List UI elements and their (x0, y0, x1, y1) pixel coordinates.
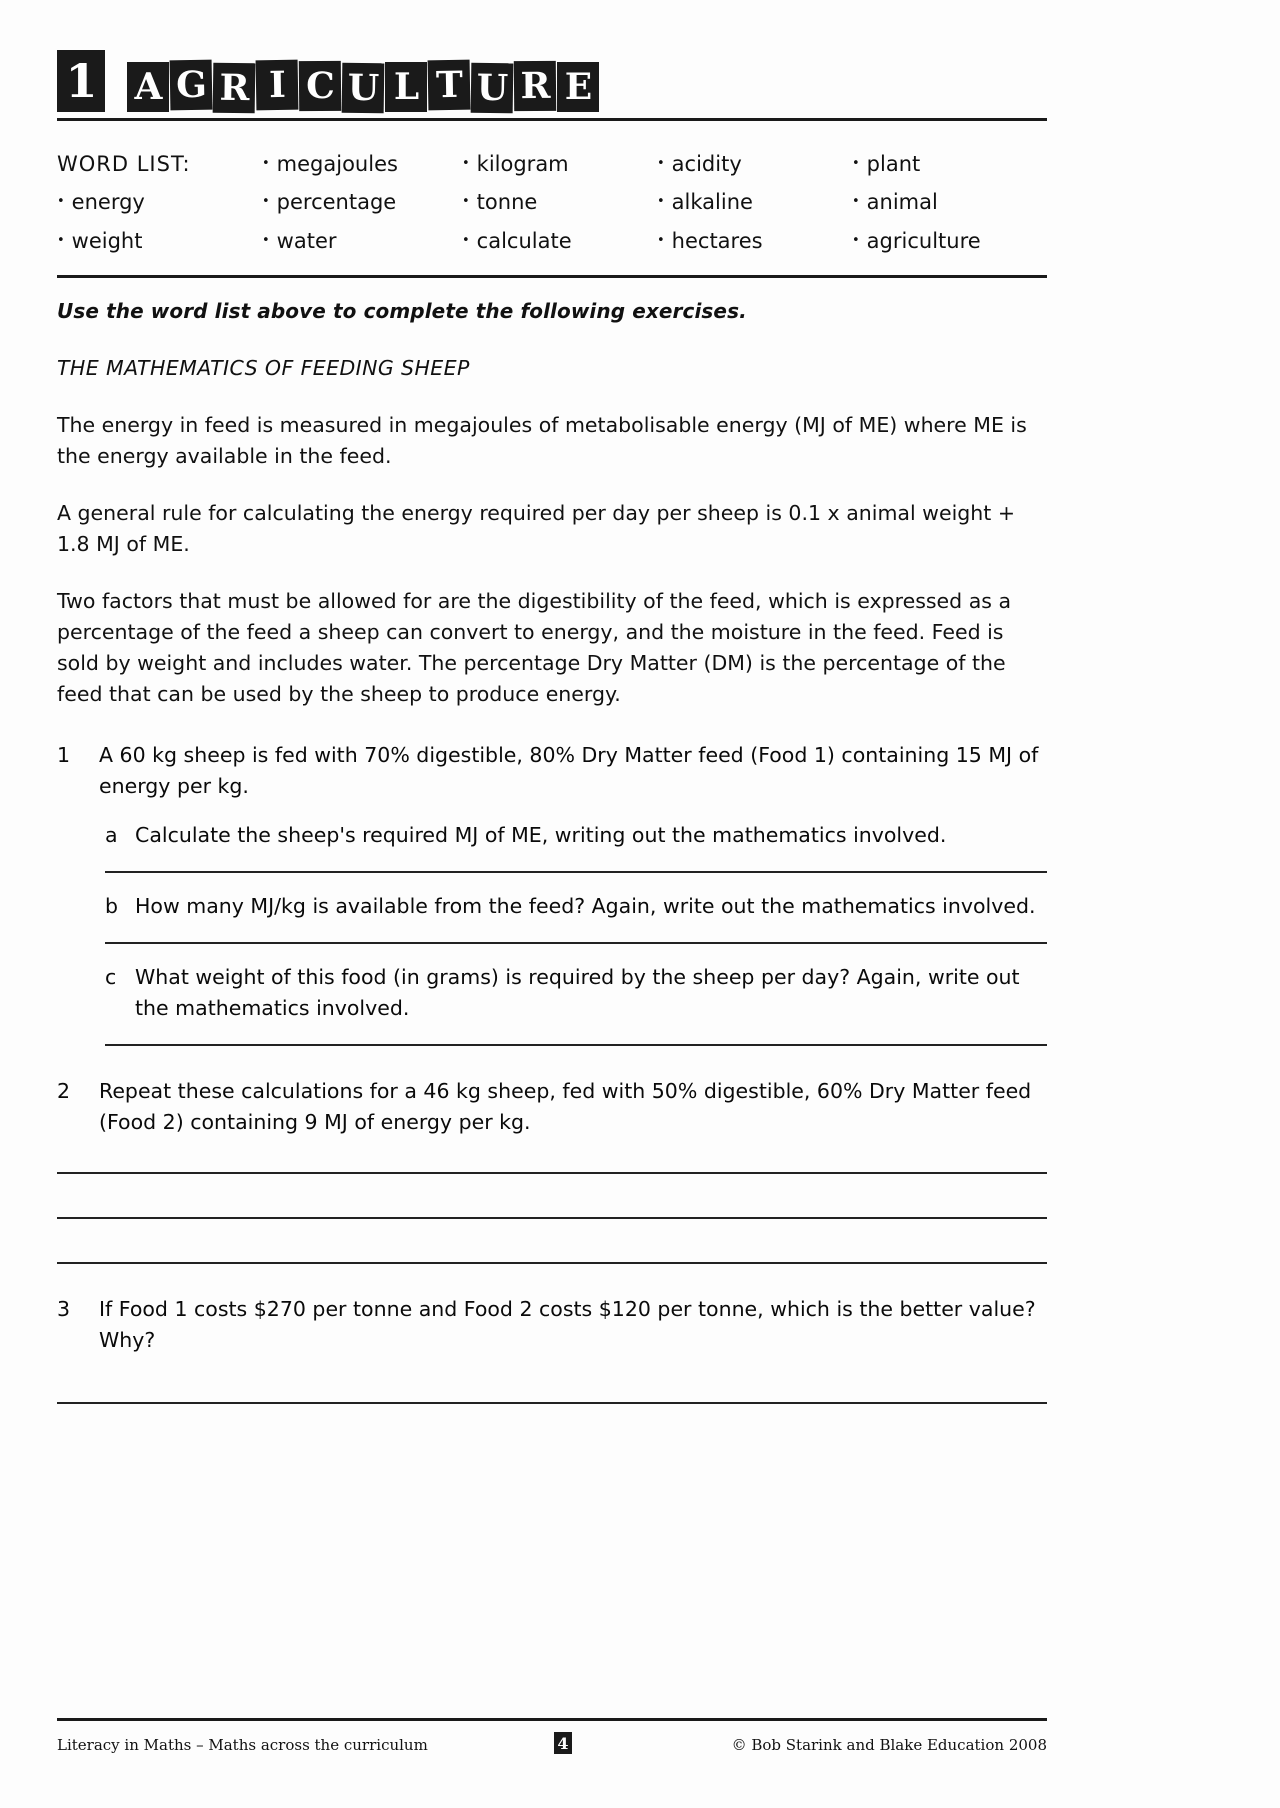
word-list-item: • hectares (657, 227, 852, 255)
title-letter-tile: G (170, 60, 213, 111)
question-1b (57, 891, 1047, 922)
answer-line-1a[interactable] (105, 871, 1047, 873)
title-letter-tile: R (514, 61, 556, 111)
title-letter-tile: R (213, 63, 256, 114)
answer-line-2-3[interactable] (57, 1262, 1047, 1264)
page-number-badge: 4 (554, 1732, 572, 1754)
answer-line-3-1[interactable] (57, 1402, 1047, 1404)
title-letter-tile: C (299, 61, 341, 111)
intro-paragraph-3: Two factors that must be allowed for are the digestibility of the feed, which is expressed as a percentage of the feed a sheep can convert to energy, and the moisture in the feed. Feed is sold by weight and includes water. The percentage Dry Matter (DM) is the percentage of the feed that can be used by the sheep to produce energy. (57, 589, 1012, 706)
unit-number-tile: 1 (57, 50, 105, 112)
question-2-head (57, 1076, 1047, 1138)
question-1-head (57, 740, 1047, 802)
word-list-item: • water (262, 227, 462, 255)
title-letter-tile: A (127, 62, 169, 112)
question-2-text: Repeat these calculations for a 46 kg sheep, fed with 50% digestible, 60% Dry Matter feed (Food 2) containing 9 MJ of energy per kg. (99, 1079, 1032, 1134)
question-1b-letter: b (105, 894, 119, 918)
intro-paragraph-1: The energy in feed is measured in megajoules of metabolisable energy (MJ of ME) where ME is the energy available in the feed. (57, 413, 1027, 468)
word-list-item: • agriculture (852, 227, 1047, 255)
word-list-item: • megajoules (262, 150, 462, 178)
answer-line-2-2[interactable] (57, 1217, 1047, 1219)
word-list-item: • energy (57, 188, 262, 216)
word-list (57, 150, 1047, 255)
footer-title: Literacy in Maths – Maths across the curriculum (57, 1736, 428, 1754)
title-letter-tile: L (385, 62, 427, 112)
title-letters (127, 62, 600, 112)
word-list-label: WORD LIST: (57, 152, 191, 176)
question-1-text: A 60 kg sheep is fed with 70% digestible, 80% Dry Matter feed (Food 1) containing 15 MJ of energy per kg. (99, 743, 1039, 798)
section-heading: THE MATHEMATICS OF FEEDING SHEEP (57, 356, 470, 380)
word-list-item: • weight (57, 227, 262, 255)
question-2 (57, 1076, 1047, 1264)
question-3-text: If Food 1 costs $270 per tonne and Food 2 costs $120 per tonne, which is the better value? Why? (99, 1297, 1036, 1352)
word-list-item: • alkaline (657, 188, 852, 216)
answer-line-1b[interactable] (105, 942, 1047, 944)
page-footer (57, 1730, 1047, 1760)
title-letter-tile: T (428, 60, 471, 111)
question-1a-text: Calculate the sheep's required MJ of ME, writing out the mathematics involved. (135, 823, 947, 847)
question-1c-letter: c (105, 965, 117, 989)
question-1 (57, 740, 1047, 1046)
title-letter-tile: U (471, 63, 514, 114)
footer-divider (57, 1718, 1047, 1721)
question-1c (57, 962, 1047, 1024)
question-3-number: 3 (57, 1297, 71, 1321)
question-1b-text: How many MJ/kg is available from the feed? Again, write out the mathematics involved. (135, 894, 1036, 918)
question-1a-head (105, 820, 1047, 851)
title-letter-tile: E (557, 62, 599, 112)
title-letter-tile: I (256, 60, 299, 111)
question-2-number: 2 (57, 1079, 71, 1103)
title-row (57, 46, 1047, 112)
question-1c-head (105, 962, 1047, 1024)
word-list-grid (57, 150, 1047, 255)
answer-line-1c[interactable] (105, 1044, 1047, 1046)
question-1a (57, 820, 1047, 851)
word-list-item: • kilogram (462, 150, 657, 178)
word-list-item: • acidity (657, 150, 852, 178)
word-list-item: • plant (852, 150, 1047, 178)
answer-line-2-1[interactable] (57, 1172, 1047, 1174)
question-1-number: 1 (57, 743, 71, 767)
word-list-item: • calculate (462, 227, 657, 255)
word-list-divider (57, 275, 1047, 278)
question-3-head (57, 1294, 1047, 1356)
word-list-item: • animal (852, 188, 1047, 216)
instruction-text: Use the word list above to complete the following exercises. (57, 299, 747, 323)
question-1b-head (105, 891, 1047, 922)
worksheet-body (57, 283, 1047, 1404)
title-divider (57, 118, 1047, 121)
question-1a-letter: a (105, 823, 118, 847)
question-1c-text: What weight of this food (in grams) is required by the sheep per day? Again, write out the mathematics involved. (135, 965, 1020, 1020)
word-list-item: • percentage (262, 188, 462, 216)
intro-paragraph-2: A general rule for calculating the energy required per day per sheep is 0.1 x animal weight + 1.8 MJ of ME. (57, 501, 1015, 556)
question-3 (57, 1294, 1047, 1404)
word-list-item: • tonne (462, 188, 657, 216)
footer-copyright: © Bob Starink and Blake Education 2008 (731, 1736, 1047, 1754)
title-letter-tile: U (342, 63, 385, 114)
page-title-banner (57, 46, 1047, 124)
